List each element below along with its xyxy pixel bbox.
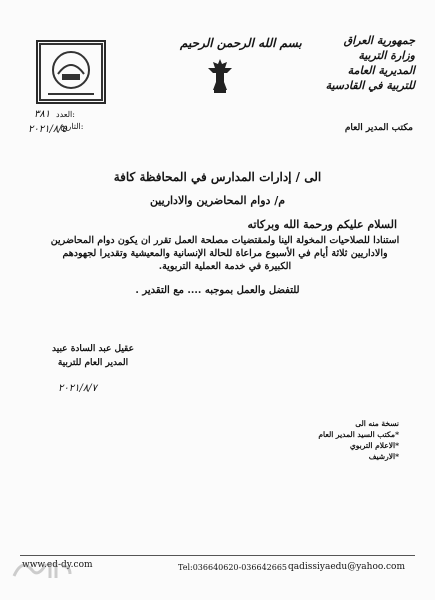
cc-heading: نسخة منه الى	[355, 419, 399, 428]
signature-block	[38, 342, 148, 370]
basmala: بسم الله الرحمن الرحيم	[180, 36, 302, 50]
directorate-logo-icon	[36, 40, 106, 104]
closing-line: للتفضل والعمل بموجبه .... مع التقدير .	[135, 285, 300, 296]
letter-body: استنادا للصلاحيات المخولة الينا ولمقتضيات مصلحة العمل تقرر ان يكون دوام المحاضرين والاداريين ثلاثة أيام في الأسبوع مراعاة للحالة الإنسانية والمعيشية وتقديرا لجهودهم الكبيرة في خدمة العملية التربوية.	[50, 235, 400, 272]
signatory-name: عقيل عبد السادة عبيد	[52, 344, 134, 354]
footer-email: qadissiyaedu@yahoo.com	[288, 562, 405, 572]
number-value: ٣٨١	[34, 109, 51, 120]
watermark-logo-icon	[8, 552, 78, 586]
ministry-name: وزارة التربية	[358, 49, 415, 62]
letterhead-right	[326, 33, 415, 93]
footer-phone: Tel:036640620-036642665	[178, 563, 288, 572]
number-label: العدد:	[56, 110, 75, 119]
directorate-line1: المديرية العامة	[347, 64, 415, 77]
recipient-line: الى / إدارات المدارس في المحافظة كافة	[113, 170, 322, 184]
footer-divider	[20, 555, 415, 556]
eagle-emblem-icon	[205, 56, 235, 96]
footer-website: www.ed-dy.com	[22, 560, 93, 570]
date-label: التاريخ:	[60, 122, 84, 131]
cc-block	[318, 418, 399, 462]
cc-item: *الارشيف	[368, 452, 399, 461]
subject-line: م/ دوام المحاضرين والاداريين	[149, 194, 286, 207]
date-value: ٢٠٢١/٨/٥	[28, 124, 67, 135]
cc-item: *الاعلام التربوي	[349, 441, 399, 450]
office-label: مكتب المدير العام	[344, 123, 413, 133]
signatory-title: المدير العام للتربية	[57, 358, 129, 368]
cc-item: *مكتب السيد المدير العام	[318, 430, 399, 439]
signature-date: ٢٠٢١/٨/٧	[58, 383, 97, 394]
country-name: جمهورية العراق	[343, 34, 415, 47]
greeting: السلام عليكم ورحمة الله وبركاته	[247, 218, 397, 231]
directorate-line2: للتربية في القادسية	[325, 79, 415, 92]
